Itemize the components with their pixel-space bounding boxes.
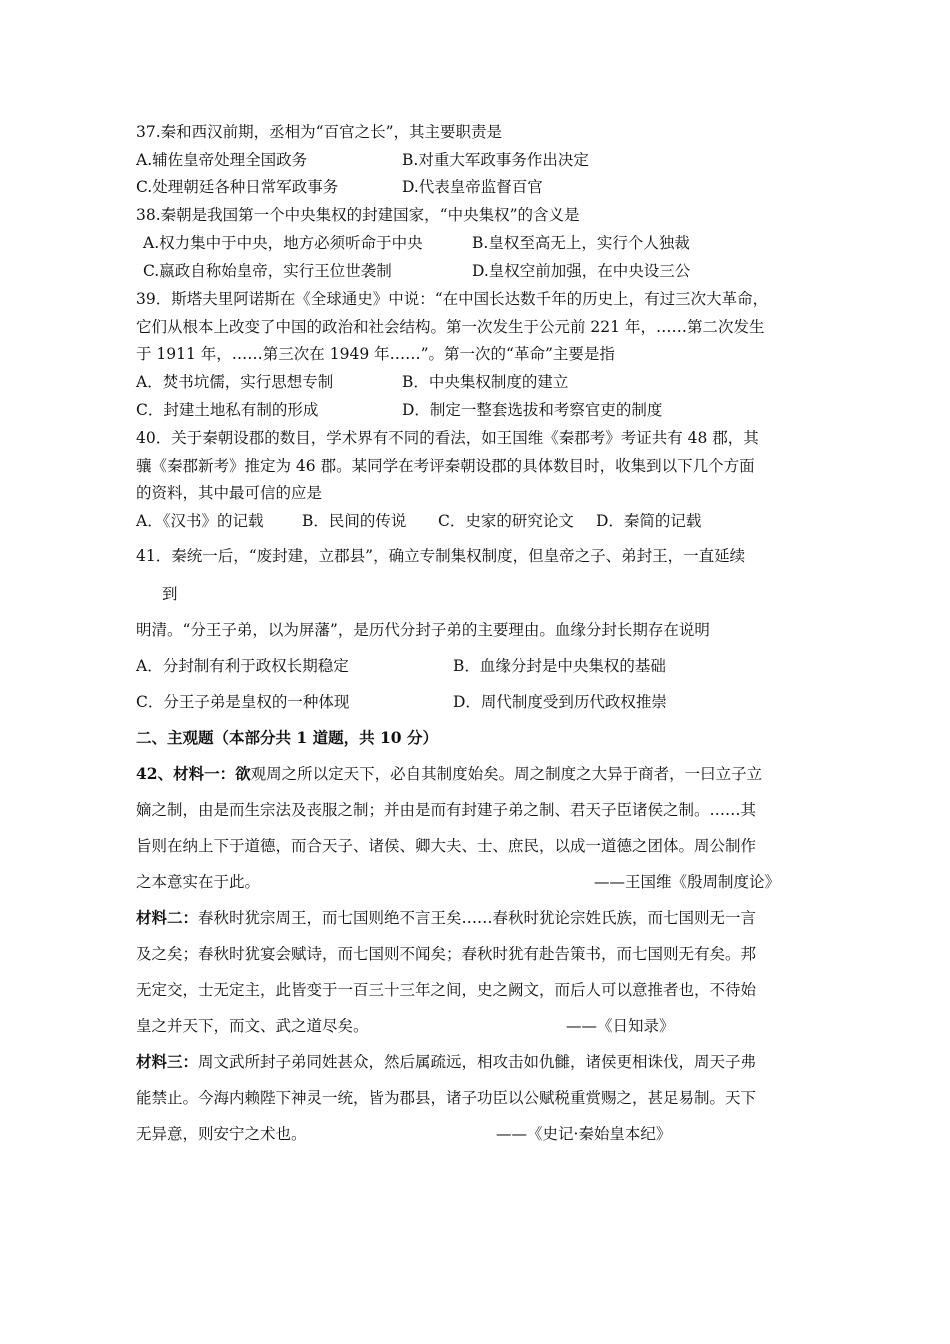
- q42-material-1-line-1: [136, 764, 762, 784]
- q40-option-d: D．秦简的记载: [596, 512, 702, 530]
- q40-option-b: B．民间的传说: [302, 512, 407, 530]
- q42-material-2-source: ——《日知录》: [566, 1017, 675, 1035]
- q39-option-d: D．制定一整套选拔和考察官吏的制度: [402, 401, 663, 419]
- q42-material-3-source: ——《史记·秦始皇本纪》: [496, 1125, 672, 1143]
- q40-stem-line-1: 40．关于秦朝设郡的数目，学术界有不同的看法，如王国维《秦郡考》考证共有 48 郡，其: [136, 429, 759, 447]
- q38-stem: 38.秦朝是我国第一个中央集权的封建国家，“中央集权”的含义是: [136, 206, 580, 224]
- q42-material-2-line-4: 皇之并天下，而文、武之道尽矣。: [136, 1017, 369, 1035]
- q37-option-a: A.辅佐皇帝处理全国政务: [136, 151, 308, 169]
- q42-material-2-text: 春秋时犹宗周王，而七国则绝不言王矣……春秋时犹论宗姓氏族，而七国则无一言: [198, 909, 757, 927]
- q40-option-a: A．《汉书》的记载: [136, 512, 264, 530]
- q42-material-1-text: 观周之所以定天下，必自其制度始矣。周之制度之大异于商者，一曰立子立: [250, 765, 763, 783]
- q39-option-b: B．中央集权制度的建立: [402, 373, 569, 391]
- q42-material-1-line-2: 嫡之制，由是而生宗法及丧服之制；并由是而有封建子弟之制、君天子臣诸侯之制。……其: [136, 801, 757, 819]
- q40-stem-line-3: 的资料，其中最可信的应是: [136, 484, 323, 502]
- q38-option-b: B.皇权至高无上，实行个人独裁: [472, 234, 690, 252]
- q42-material-3-text: 周文武所封子弟同姓甚众，然后属疏远，相攻击如仇雠，诸侯更相诛伐，周天子弗: [198, 1053, 757, 1071]
- q42-material-2-label: 材料二：: [136, 908, 199, 927]
- q42-material-2-line-3: 无定交，士无定主，此皆变于一百三十三年之间，史之阙文，而后人可以意推者也，不待始: [136, 981, 757, 999]
- q39-stem-line-2: 它们从根本上改变了中国的政治和社会结构。第一次发生于公元前 221 年，……第二次发生: [136, 318, 765, 336]
- q42-material-1-line-3: 旨则在纳上下于道德，而合天子、诸侯、卿大夫、士、庶民，以成一道德之团体。周公制作: [136, 837, 757, 855]
- q42-material-3-line-2: 能禁止。今海内赖陛下神灵一统，皆为郡县，诸子功臣以公赋税重赏赐之，甚足易制。天下: [136, 1089, 757, 1107]
- q37-option-b: B.对重大军政事务作出决定: [402, 151, 589, 169]
- q37-option-c: C.处理朝廷各种日常军政事务: [136, 178, 339, 196]
- q41-stem-line-1: 41．秦统一后，“废封建，立郡县”，确立专制集权制度，但皇帝之子、弟封王，一直延续: [136, 547, 746, 565]
- q38-option-a: A.权力集中于中央，地方必须听命于中央: [143, 234, 423, 252]
- q42-material-3-label: 材料三：: [136, 1052, 199, 1071]
- q41-stem-line-2: 到: [162, 585, 178, 603]
- q39-stem-line-1: 39．斯塔夫里阿诺斯在《全球通史》中说：“在中国长达数千年的历史上，有过三次大革命，: [136, 290, 769, 308]
- q41-option-d: D．周代制度受到历代政权推崇: [453, 693, 667, 711]
- q41-option-a: A．分封制有利于政权长期稳定: [136, 657, 349, 675]
- q42-material-1-source: ——王国维《殷周制度论》: [594, 873, 781, 891]
- q37-option-d: D.代表皇帝监督百官: [402, 178, 543, 196]
- q40-option-c: C．史家的研究论文: [438, 512, 574, 530]
- q42-material-3-line-1: [136, 1052, 756, 1072]
- q37-stem: 37.秦和西汉前期，丞相为“百官之长”，其主要职责是: [136, 123, 502, 141]
- q42-material-3-line-3: 无异意，则安宁之术也。: [136, 1125, 307, 1143]
- q40-stem-line-2: 骧《秦郡新考》推定为 46 郡。某同学在考评秦朝设郡的具体数目时，收集到以下几个方面: [136, 457, 755, 475]
- q41-stem-line-3: 明清。“分王子弟，以为屏藩”，是历代分封子弟的主要理由。血缘分封长期存在说明: [136, 621, 710, 639]
- q39-option-a: A．焚书坑儒，实行思想专制: [136, 373, 334, 391]
- q42-material-1-label: 42、材料一：欲: [136, 764, 251, 783]
- q42-material-2-line-2: 及之矣；春秋时犹宴会赋诗，而七国则不闻矣；春秋时犹有赴告策书，而七国则无有矣。邦: [136, 945, 757, 963]
- q42-material-1-line-4: 之本意实在于此。: [136, 873, 261, 891]
- q38-option-c: C.嬴政自称始皇帝，实行王位世袭制: [143, 262, 392, 280]
- q39-stem-line-3: 于 1911 年，……第三次在 1949 年……”。第一次的“革命”主要是指: [136, 345, 615, 363]
- q41-option-c: C．分王子弟是皇权的一种体现: [136, 693, 350, 711]
- q41-option-b: B．血缘分封是中央集权的基础: [453, 657, 666, 675]
- q42-material-2-line-1: [136, 908, 756, 928]
- q38-option-d: D.皇权空前加强，在中央设三公: [472, 262, 691, 280]
- q39-option-c: C．封建土地私有制的形成: [136, 401, 319, 419]
- section-heading: 二、主观题（本部分共 1 道题，共 10 分）: [136, 728, 438, 747]
